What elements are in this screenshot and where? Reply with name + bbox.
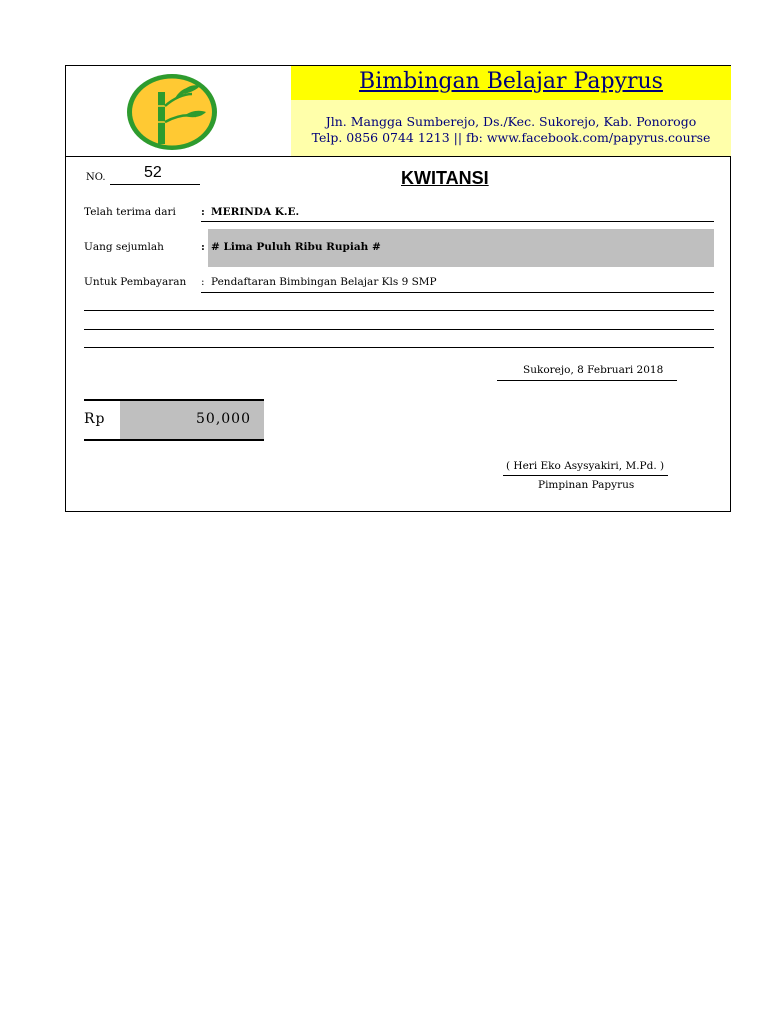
signer-title: Pimpinan Papyrus xyxy=(538,479,635,491)
receipt xyxy=(65,65,731,512)
date-underline xyxy=(497,380,677,381)
received-from-value: MERINDA K.E. xyxy=(211,206,300,218)
receipt-no-label: NO. xyxy=(86,172,106,183)
received-from-label: Telah terima dari xyxy=(84,206,176,218)
payment-for-label: Untuk Pembayaran xyxy=(84,276,187,288)
bamboo-logo-icon xyxy=(124,72,220,152)
receipt-no-value: 52 xyxy=(144,164,162,181)
amount-bottom-border xyxy=(84,439,264,441)
header-banner xyxy=(291,66,731,156)
blank-line xyxy=(84,310,714,311)
payment-for-colon: : xyxy=(201,276,205,288)
received-from-line xyxy=(201,221,714,222)
page-title: KWITANSI xyxy=(401,168,489,188)
payment-for-value: Pendaftaran Bimbingan Belajar Kls 9 SMP xyxy=(211,276,437,288)
amount-value: 50,000 xyxy=(196,411,251,427)
amount-words-label: Uang sejumlah xyxy=(84,241,164,253)
header-divider xyxy=(66,156,730,157)
receipt-date: Sukorejo, 8 Februari 2018 xyxy=(523,364,664,376)
received-from-colon: : xyxy=(201,206,205,218)
blank-line xyxy=(84,329,714,330)
org-address: Jln. Mangga Sumberejo, Ds./Kec. Sukorejo, Kab. Ponorogo xyxy=(325,114,697,129)
amount-words-colon: : xyxy=(201,241,205,253)
receipt-no-underline xyxy=(110,184,200,185)
signer-name: ( Heri Eko Asysyakiri, M.Pd. ) xyxy=(506,460,665,472)
signature-line xyxy=(503,475,668,476)
org-contact: Telp. 0856 0744 1213 || fb: www.facebook.com/papyrus.course xyxy=(311,130,711,145)
amount-top-border xyxy=(84,399,264,401)
payment-for-line xyxy=(201,292,714,293)
org-name: Bimbingan Belajar Papyrus xyxy=(359,69,663,94)
blank-line xyxy=(84,347,714,348)
amount-words-value: # Lima Puluh Ribu Rupiah # xyxy=(211,241,381,253)
amount-currency-label: Rp xyxy=(84,411,106,427)
